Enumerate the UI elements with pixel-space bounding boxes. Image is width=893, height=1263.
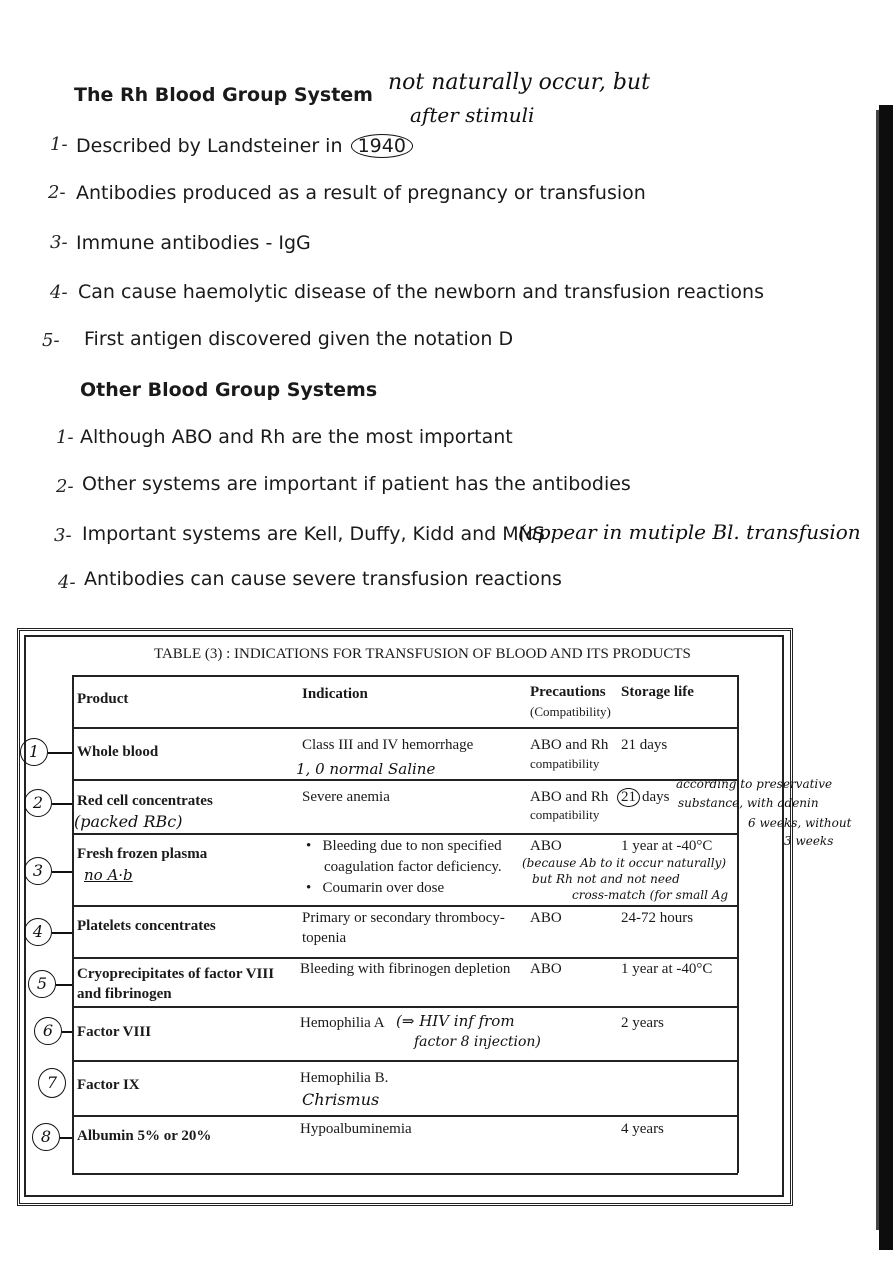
other-item-1: Although ABO and Rh are the most important [80,426,513,448]
row-3-bullet-3: • Coumarin over dose [306,880,445,896]
row-3-precaution-note-1: (because Ab to it occur naturally) [522,856,727,870]
row-8-product: Albumin 5% or 20% [77,1128,212,1144]
table-title: TABLE (3) : INDICATIONS FOR TRANSFUSION OF BLOOD AND ITS PRODUCTS [154,646,691,662]
header-precautions-sub: (Compatibility) [530,704,611,719]
rh-item-1 [76,134,413,158]
table-left-border [72,675,74,1173]
row-4-indication: Primary or secondary thrombocy- [302,910,505,926]
row-1-indication: Class III and IV hemorrhage [302,737,474,753]
row-6-indication: Hemophilia A [300,1015,385,1031]
row-2-indication: Severe anemia [302,789,390,805]
row-divider-6 [72,1060,738,1062]
row-7-circled-number: 7 [38,1068,66,1098]
rh-item-3-marker: 3- [50,232,68,253]
rh-handwritten-note-1: not naturally occur, but [388,70,650,95]
row-7-indication: Hemophilia B. [300,1070,389,1086]
row-3-indication-2: coagulation factor deficiency. [324,859,502,875]
row-4-indication-cont: topenia [302,930,347,946]
row-2-handwritten-note: (packed RBc) [74,812,183,831]
row-4-circled-number: 4 [24,918,52,946]
row-4-pointer [52,932,72,934]
row-5-circled-number: 5 [28,970,56,998]
rh-item-4: Can cause haemolytic disease of the newborn and transfusion reactions [78,281,764,303]
other-item-2: Other systems are important if patient has the antibodies [82,473,631,495]
row-divider-3 [72,905,738,907]
row-3-bullet-1: • Bleeding due to non specified [306,838,502,854]
scan-edge [879,105,893,1250]
row-5-product-cont: and fibrinogen [77,986,172,1002]
rh-item-1-text: Described by Landsteiner in [76,135,343,157]
rh-handwritten-note-2: after stimuli [410,103,535,127]
row-2-precaution: ABO and Rh [530,789,609,805]
row-2-circled-number: 2 [24,789,52,817]
row-3-precaution-note-3: cross-match (for small Ag [572,888,729,902]
table-top-border [72,675,738,677]
row-2-storage-number: 21 [617,788,640,807]
row-2-side-note-1: according to preservative [676,777,833,791]
row-3-circled-number: 3 [24,857,52,885]
other-item-4: Antibodies can cause severe transfusion reactions [84,568,562,590]
other-item-4-marker: 4- [58,572,76,593]
row-1-handwritten-note: 1, 0 normal Saline [296,760,436,778]
row-2-precaution-sub: compatibility [530,807,600,822]
row-5-pointer [56,984,72,986]
row-divider-2 [72,833,738,835]
row-5-storage: 1 year at -40°C [621,961,713,977]
row-1-precaution: ABO and Rh [530,737,609,753]
row-7-product: Factor IX [77,1077,140,1093]
row-2-storage: days [642,789,670,805]
row-6-handwritten-note-1: (⇒ HIV inf from [396,1012,515,1030]
rh-item-5: First antigen discovered given the notation D [84,328,514,350]
row-2-side-note-3: 6 weeks, without [748,816,852,830]
row-2-pointer [52,803,72,805]
header-product: Product [77,691,129,707]
row-1-precaution-sub: compatibility [530,756,600,771]
header-precautions: Precautions [530,684,606,700]
row-3-product: Fresh frozen plasma [77,846,208,862]
row-1-storage: 21 days [621,737,668,753]
table-bottom-border [72,1173,738,1175]
row-5-product: Cryoprecipitates of factor VIII [77,966,275,982]
rh-item-2-marker: 2- [48,182,66,203]
row-8-circled-number: 8 [32,1123,60,1151]
row-6-storage: 2 years [621,1015,664,1031]
row-3-precaution-note-2: but Rh not and not need [532,872,680,886]
row-divider-4 [72,957,738,959]
header-storage: Storage life [621,684,694,700]
rh-item-5-marker: 5- [42,330,60,351]
row-3-precaution: ABO [530,838,562,854]
row-8-storage: 4 years [621,1121,664,1137]
row-3-pointer [52,871,72,873]
row-divider-1 [72,779,738,781]
rh-item-1-year: 1940 [351,134,413,158]
other-item-3: Important systems are Kell, Duffy, Kidd and MNS [82,523,545,545]
other-item-3-marker: 3- [54,525,72,546]
row-2-product: Red cell concentrates [77,793,213,809]
row-divider-5 [72,1006,738,1008]
row-1-pointer [48,752,72,754]
row-3-indication-1: Bleeding due to non specified [322,838,502,854]
row-7-handwritten-note: Chrismus [302,1090,380,1109]
row-4-storage: 24-72 hours [621,910,694,926]
row-5-indication: Bleeding with fibrinogen depletion [300,961,511,977]
row-2-side-note-4: 3 weeks [784,834,834,848]
row-1-circled-number: 1 [20,738,48,766]
row-8-pointer [60,1137,72,1139]
row-4-product: Platelets concentrates [77,918,216,934]
row-2-side-note-2: substance, with adenin [678,796,819,810]
row-6-product: Factor VIII [77,1024,152,1040]
rh-item-1-marker: 1- [50,134,68,155]
table-header-divider [72,727,738,729]
row-6-pointer [62,1031,72,1033]
row-6-handwritten-note-2: factor 8 injection) [414,1034,541,1050]
scan-edge-shadow [876,110,879,1230]
other-item-2-marker: 2- [56,476,74,497]
row-3-storage: 1 year at -40°C [621,838,713,854]
rh-title: The Rh Blood Group System [74,84,373,106]
rh-item-2: Antibodies produced as a result of pregnancy or transfusion [76,182,646,204]
table-right-border [737,675,739,1173]
other-title: Other Blood Group Systems [80,379,378,401]
row-divider-7 [72,1115,738,1117]
row-5-precaution: ABO [530,961,562,977]
other-item-3-handwritten-note: (appear in mutiple Bl. transfusion [518,520,861,544]
row-3-indication-3: Coumarin over dose [322,880,445,896]
row-4-precaution: ABO [530,910,562,926]
rh-item-4-marker: 4- [50,282,68,303]
row-8-indication: Hypoalbuminemia [300,1121,412,1137]
rh-item-3: Immune antibodies - IgG [76,232,311,254]
other-item-1-marker: 1- [56,427,74,448]
row-1-product: Whole blood [77,744,159,760]
header-indication: Indication [302,686,368,702]
row-3-handwritten-note: no A·b [84,866,133,884]
row-6-circled-number: 6 [34,1017,62,1045]
